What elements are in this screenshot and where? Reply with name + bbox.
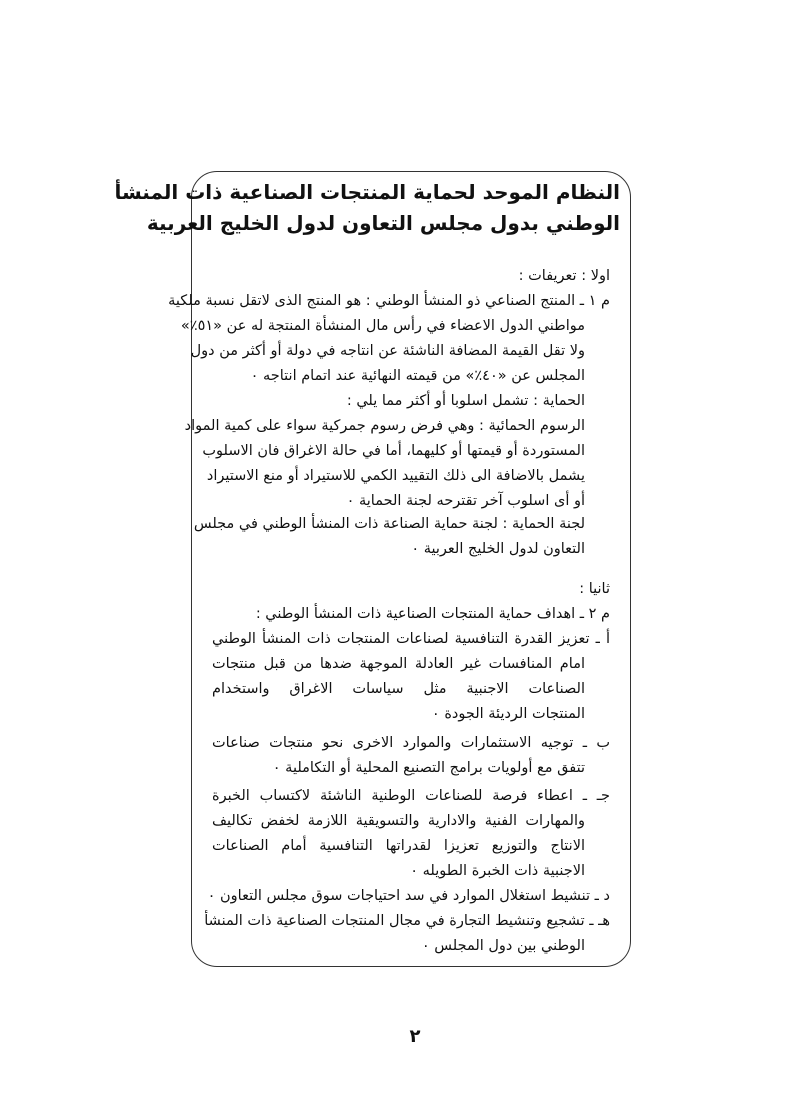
text-line: هـ ـ تشجيع وتنشيط التجارة في مجال المنتجات الصناعية ذات المنشأ <box>204 913 610 929</box>
text-line: الرسوم الحمائية : وهي فرض رسوم جمركية سواء على كمية المواد <box>184 418 585 434</box>
text-line: ب ـ توجيه الاستثمارات والموارد الاخرى نحو منتجات صناعات <box>212 735 610 751</box>
text-line: ثانيا : <box>579 581 610 597</box>
text-line: التعاون لدول الخليج العربية ٠ <box>411 541 585 557</box>
text-line: جـ ـ اعطاء فرصة للصناعات الوطنية الناشئة لاكتساب الخبرة <box>212 788 610 804</box>
text-line: ولا تقل القيمة المضافة الناشئة عن انتاجه في دولة أو أكثر من دول <box>190 343 585 359</box>
text-line: أو أى اسلوب آخر تقترحه لجنة الحماية ٠ <box>346 493 585 509</box>
text-line: أ ـ تعزيز القدرة التنافسية لصناعات المنتجات ذات المنشأ الوطني <box>212 631 610 647</box>
text-line: الصناعات الاجنبية مثل سياسات الاغراق واستخدام <box>212 681 585 697</box>
page-number: ٢ <box>409 1026 421 1047</box>
text-line: المستوردة أو قيمتها أو كليهما، أما في حالة الاغراق فان الاسلوب <box>202 443 585 459</box>
text-line: المجلس عن «٤٠٪» من قيمته النهائية عند اتمام انتاجه ٠ <box>250 368 585 384</box>
document-title-line-2: الوطني بدول مجلس التعاون لدول الخليج العربية <box>146 211 620 235</box>
text-line: يشمل بالاضافة الى ذلك التقييد الكمي للاستيراد أو منع الاستيراد <box>206 468 585 484</box>
text-line: م ٢ ـ اهداف حماية المنتجات الصناعية ذات المنشأ الوطني : <box>255 606 610 622</box>
text-line: والمهارات الفنية والادارية والتسويقية اللازمة لخفض تكاليف <box>212 813 585 829</box>
text-line: المنتجات الرديئة الجودة ٠ <box>431 706 585 722</box>
text-line: الانتاج والتوزيع تعزيزا لقدراتها التنافسية أمام الصناعات <box>212 838 585 854</box>
text-line: مواطني الدول الاعضاء في رأس مال المنشأة المنتجة له عن «٥١٪» <box>180 318 585 334</box>
text-line: د ـ تنشيط استغلال الموارد في سد احتياجات سوق مجلس التعاون ٠ <box>207 888 610 904</box>
text-line: الحماية : تشمل اسلوبا أو أكثر مما يلي : <box>346 393 585 409</box>
text-line: م ١ ـ المنتج الصناعي ذو المنشأ الوطني : هو المنتج الذى لاتقل نسبة ملكية <box>168 293 610 309</box>
text-line: الوطني بين دول المجلس ٠ <box>421 938 585 954</box>
text-line: امام المنافسات غير العادلة الموجهة ضدها من قبل منتجات <box>212 656 585 672</box>
text-line: الاجنبية ذات الخبرة الطويله ٠ <box>410 863 585 879</box>
text-line: اولا : تعريفات : <box>518 268 610 284</box>
text-line: تتفق مع أولويات برامج التصنيع المحلية أو التكاملية ٠ <box>272 760 585 776</box>
document-title-line-1: النظام الموحد لحماية المنتجات الصناعية ذات المنشأ <box>114 180 620 204</box>
text-line: لجنة الحماية : لجنة حماية الصناعة ذات المنشأ الوطني في مجلس <box>193 516 585 532</box>
